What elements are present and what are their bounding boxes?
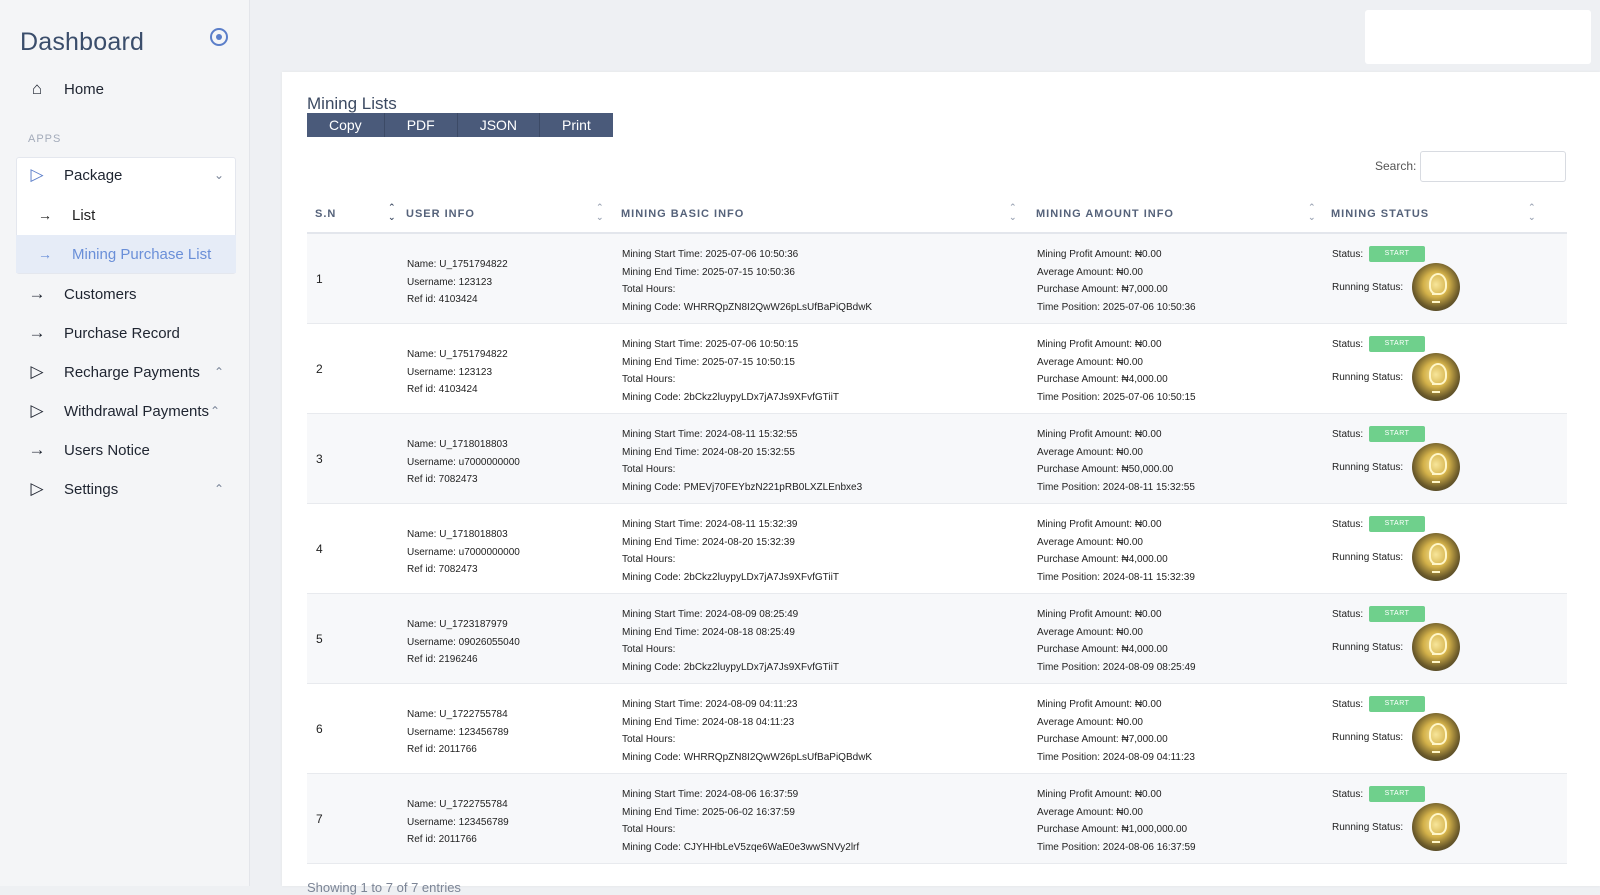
mining-code: Mining Code: WHRRQpZN8I2QwW26pLsUfBaPiQBdwK	[622, 751, 873, 763]
status-badge[interactable]: START	[1369, 516, 1425, 532]
user-info-cell	[407, 706, 509, 759]
time-position: Time Position: 2024-08-06 16:37:59	[1037, 841, 1196, 853]
status-badge[interactable]: START	[1369, 246, 1425, 262]
time-position: Time Position: 2024-08-11 15:32:55	[1037, 481, 1195, 493]
sidebar-item-label: Purchase Record	[64, 324, 180, 342]
lightbulb-icon	[1412, 533, 1460, 581]
mining-amount-cell	[1037, 696, 1195, 766]
time-position: Time Position: 2024-08-11 15:32:39	[1037, 571, 1195, 583]
mining-total-hours: Total Hours:	[622, 644, 676, 655]
mining-amount-cell	[1037, 426, 1195, 496]
user-name: Name: U_1723187979	[407, 619, 508, 630]
sidebar-item-label: Customers	[64, 285, 137, 303]
user-name: Name: U_1751794822	[407, 259, 508, 270]
mining-start-time: Mining Start Time: 2025-07-06 10:50:15	[622, 339, 799, 350]
column-header-user-info[interactable]	[406, 202, 616, 232]
mining-amount-cell	[1037, 336, 1196, 406]
lightbulb-icon	[1412, 263, 1460, 311]
mining-basic-cell	[622, 786, 859, 856]
user-info-cell	[407, 616, 520, 669]
sidebar-item-purchase-record[interactable]	[16, 316, 236, 350]
row-sn: 6	[316, 722, 323, 736]
status-label: Status:	[1332, 609, 1364, 620]
average-amount: Average Amount: ₦0.00	[1037, 266, 1143, 278]
mining-profit-amount: Mining Profit Amount: ₦0.00	[1037, 249, 1162, 260]
table-row	[307, 324, 1567, 414]
sidebar	[0, 0, 250, 886]
user-info-cell	[407, 346, 508, 399]
chevron-up-icon: ⌃	[209, 404, 220, 418]
running-status-label: Running Status:	[1332, 462, 1404, 473]
sidebar-item-label: Package	[64, 166, 123, 184]
search-input[interactable]	[1420, 151, 1566, 182]
mining-amount-cell	[1037, 606, 1196, 676]
mining-total-hours: Total Hours:	[622, 554, 676, 565]
sort-icon: ⌃ ⌄	[596, 202, 605, 222]
print-button[interactable]: Print	[540, 113, 613, 137]
mining-basic-cell	[622, 336, 839, 406]
header-panel	[1365, 10, 1591, 64]
mining-amount-cell	[1037, 516, 1195, 586]
brand-title: Dashboard	[20, 28, 145, 56]
column-header-amount-info[interactable]	[1036, 202, 1326, 232]
sort-icon: ⌃ ⌄	[1009, 202, 1018, 222]
page-title: Mining Lists	[307, 94, 397, 113]
sidebar-item-home[interactable]	[16, 72, 236, 106]
mining-basic-cell	[622, 606, 839, 676]
lightbulb-icon	[1412, 803, 1460, 851]
sort-icon: ⌃ ⌄	[1528, 202, 1537, 222]
user-ref-id: Ref id: 2011766	[407, 744, 477, 755]
mining-profit-amount: Mining Profit Amount: ₦0.00	[1037, 789, 1162, 800]
mining-start-time: Mining Start Time: 2024-08-09 08:25:49	[622, 609, 799, 620]
status-badge[interactable]: START	[1369, 426, 1425, 442]
status-label: Status:	[1332, 789, 1364, 800]
mining-end-time: Mining End Time: 2025-07-15 10:50:36	[622, 266, 795, 278]
column-header-label: MINING AMOUNT INFO	[1036, 208, 1174, 220]
lightbulb-icon	[1412, 623, 1460, 671]
row-sn: 2	[316, 362, 323, 376]
table-body	[307, 234, 1567, 864]
table-row	[307, 414, 1567, 504]
time-position: Time Position: 2024-08-09 04:11:23	[1037, 751, 1195, 763]
mining-start-time: Mining Start Time: 2025-07-06 10:50:36	[622, 249, 799, 260]
row-sn: 3	[316, 452, 323, 466]
export-button-group	[307, 113, 613, 137]
user-username: Username: 123123	[407, 366, 493, 378]
mining-total-hours: Total Hours:	[622, 734, 676, 745]
mining-basic-cell	[622, 516, 839, 586]
average-amount: Average Amount: ₦0.00	[1037, 626, 1143, 638]
purchase-amount: Purchase Amount: ₦50,000.00	[1037, 464, 1174, 475]
table-row	[307, 504, 1567, 594]
mining-code: Mining Code: PMEVj70FEYbzN221pRB0LXZLEnbxe3	[622, 481, 863, 493]
mining-profit-amount: Mining Profit Amount: ₦0.00	[1037, 339, 1162, 350]
table-info: Showing 1 to 7 of 7 entries	[307, 880, 461, 895]
copy-button[interactable]: Copy	[307, 113, 385, 137]
sidebar-item-users-notice[interactable]	[16, 433, 236, 467]
running-status-label: Running Status:	[1332, 732, 1404, 743]
average-amount: Average Amount: ₦0.00	[1037, 536, 1143, 548]
status-label: Status:	[1332, 429, 1364, 440]
user-info-cell	[407, 796, 509, 849]
section-label-apps: APPS	[28, 133, 62, 145]
sidebar-item-package[interactable]	[16, 158, 236, 192]
user-info-cell	[407, 526, 520, 579]
sidebar-item-label: Users Notice	[64, 441, 150, 459]
time-position: Time Position: 2025-07-06 10:50:15	[1037, 391, 1196, 403]
sidebar-item-customers[interactable]	[16, 277, 236, 311]
purchase-amount: Purchase Amount: ₦7,000.00	[1037, 734, 1168, 745]
sidebar-subitem-mining-purchase-list[interactable]	[16, 235, 236, 273]
status-label: Status:	[1332, 699, 1364, 710]
user-ref-id: Ref id: 4103424	[407, 384, 478, 395]
table-row	[307, 234, 1567, 324]
status-badge[interactable]: START	[1369, 786, 1425, 802]
mining-end-time: Mining End Time: 2024-08-18 08:25:49	[622, 626, 795, 638]
time-position: Time Position: 2025-07-06 10:50:36	[1037, 301, 1196, 313]
mining-end-time: Mining End Time: 2024-08-20 15:32:55	[622, 446, 795, 458]
chevron-down-icon: ⌄	[213, 168, 224, 182]
chevron-up-icon: ⌃	[213, 482, 224, 496]
mining-profit-amount: Mining Profit Amount: ₦0.00	[1037, 429, 1162, 440]
mining-start-time: Mining Start Time: 2024-08-11 15:32:39	[622, 519, 798, 530]
mining-amount-cell	[1037, 786, 1196, 856]
sidebar-subitem-list[interactable]	[16, 196, 236, 234]
user-info-cell	[407, 256, 508, 309]
table-row	[307, 684, 1567, 774]
user-username: Username: 09026055040	[407, 636, 520, 648]
mining-code: Mining Code: CJYHHbLeV5zqe6WaE0e3wwSNVy2lrf	[622, 841, 860, 853]
arrow-right-icon: →	[28, 284, 46, 303]
user-info-cell	[407, 436, 520, 489]
column-header-label: MINING STATUS	[1331, 208, 1430, 220]
mining-code: Mining Code: 2bCkz2luypyLDx7jA7Js9XFvfGTiiT	[622, 571, 839, 583]
play-icon: ▷	[30, 362, 44, 381]
time-position: Time Position: 2024-08-09 08:25:49	[1037, 661, 1196, 673]
arrow-right-icon: →	[38, 246, 52, 262]
user-username: Username: u7000000000	[407, 456, 520, 468]
running-status-label: Running Status:	[1332, 372, 1404, 383]
mining-list-card	[282, 72, 1600, 895]
pdf-button[interactable]: PDF	[385, 113, 458, 137]
user-name: Name: U_1718018803	[407, 439, 508, 450]
row-sn: 5	[316, 632, 323, 646]
mining-start-time: Mining Start Time: 2024-08-06 16:37:59	[622, 789, 799, 800]
sidebar-item-label: Withdrawal Payments	[64, 402, 210, 420]
purchase-amount: Purchase Amount: ₦4,000.00	[1037, 554, 1168, 565]
table-row	[307, 594, 1567, 684]
mining-profit-amount: Mining Profit Amount: ₦0.00	[1037, 609, 1162, 620]
status-badge[interactable]: START	[1369, 696, 1425, 712]
average-amount: Average Amount: ₦0.00	[1037, 716, 1143, 728]
user-name: Name: U_1722755784	[407, 709, 508, 720]
column-header-sn[interactable]	[315, 202, 395, 232]
mining-basic-cell	[622, 426, 862, 496]
column-header-label: S.N	[315, 208, 337, 220]
mining-start-time: Mining Start Time: 2024-08-09 04:11:23	[622, 699, 798, 710]
row-sn: 7	[316, 812, 323, 826]
arrow-right-icon: →	[28, 440, 46, 459]
row-sn: 1	[316, 272, 323, 286]
mining-code: Mining Code: 2bCkz2luypyLDx7jA7Js9XFvfGTiiT	[622, 391, 839, 403]
status-label: Status:	[1332, 519, 1364, 530]
status-badge[interactable]: START	[1369, 606, 1425, 622]
lightbulb-icon	[1412, 353, 1460, 401]
status-badge[interactable]: START	[1369, 336, 1425, 352]
lightbulb-icon	[1412, 443, 1460, 491]
user-username: Username: 123123	[407, 276, 493, 288]
mining-total-hours: Total Hours:	[622, 824, 676, 835]
sidebar-subitem-label: Mining Purchase List	[72, 245, 212, 263]
sidebar-item-label: Settings	[64, 480, 119, 498]
gear-icon[interactable]	[210, 28, 228, 46]
chevron-up-icon: ⌃	[213, 365, 224, 379]
purchase-amount: Purchase Amount: ₦4,000.00	[1037, 374, 1168, 385]
mining-end-time: Mining End Time: 2024-08-20 15:32:39	[622, 536, 795, 548]
average-amount: Average Amount: ₦0.00	[1037, 356, 1143, 368]
play-icon: ▷	[30, 479, 44, 498]
user-ref-id: Ref id: 7082473	[407, 564, 478, 575]
column-header-status[interactable]	[1331, 202, 1561, 232]
mining-basic-cell	[622, 246, 872, 316]
purchase-amount: Purchase Amount: ₦4,000.00	[1037, 644, 1168, 655]
arrow-right-icon: →	[28, 323, 46, 342]
sidebar-item-recharge-payments[interactable]	[16, 355, 236, 389]
user-ref-id: Ref id: 7082473	[407, 474, 478, 485]
user-name: Name: U_1718018803	[407, 529, 508, 540]
user-username: Username: 123456789	[407, 816, 509, 828]
user-username: Username: u7000000000	[407, 546, 520, 558]
mining-code: Mining Code: WHRRQpZN8I2QwW26pLsUfBaPiQBdwK	[622, 301, 873, 313]
mining-total-hours: Total Hours:	[622, 464, 676, 475]
row-sn: 4	[316, 542, 323, 556]
running-status-label: Running Status:	[1332, 822, 1404, 833]
sort-icon: ⌃ ⌄	[1308, 202, 1317, 222]
user-name: Name: U_1751794822	[407, 349, 508, 360]
mining-total-hours: Total Hours:	[622, 284, 676, 295]
running-status-label: Running Status:	[1332, 642, 1404, 653]
sidebar-item-settings[interactable]	[16, 472, 236, 506]
user-ref-id: Ref id: 2196246	[407, 654, 478, 665]
json-button[interactable]: JSON	[458, 113, 540, 137]
mining-total-hours: Total Hours:	[622, 374, 676, 385]
home-icon: ⌂	[31, 79, 43, 98]
sidebar-item-withdrawal-payments[interactable]	[16, 394, 236, 428]
status-label: Status:	[1332, 249, 1364, 260]
purchase-amount: Purchase Amount: ₦1,000,000.00	[1037, 824, 1188, 835]
column-header-basic-info[interactable]	[621, 202, 1031, 232]
mining-profit-amount: Mining Profit Amount: ₦0.00	[1037, 699, 1162, 710]
mining-amount-cell	[1037, 246, 1196, 316]
mining-end-time: Mining End Time: 2024-08-18 04:11:23	[622, 716, 795, 728]
column-header-label: MINING BASIC INFO	[621, 208, 745, 220]
table-row	[307, 774, 1567, 864]
mining-end-time: Mining End Time: 2025-06-02 16:37:59	[622, 806, 795, 818]
purchase-amount: Purchase Amount: ₦7,000.00	[1037, 284, 1168, 295]
user-name: Name: U_1722755784	[407, 799, 508, 810]
running-status-label: Running Status:	[1332, 552, 1404, 563]
sidebar-item-label: Recharge Payments	[64, 363, 200, 381]
mining-profit-amount: Mining Profit Amount: ₦0.00	[1037, 519, 1162, 530]
play-icon: ▷	[30, 401, 44, 420]
sidebar-subitem-label: List	[72, 206, 96, 224]
arrow-right-icon: →	[38, 207, 52, 223]
sort-icon: ⌃ ⌄	[388, 202, 397, 222]
average-amount: Average Amount: ₦0.00	[1037, 806, 1143, 818]
user-ref-id: Ref id: 4103424	[407, 294, 478, 305]
search-label: Search:	[1375, 159, 1417, 173]
lightbulb-icon	[1412, 713, 1460, 761]
average-amount: Average Amount: ₦0.00	[1037, 446, 1143, 458]
table-header	[307, 202, 1567, 234]
mining-basic-cell	[622, 696, 872, 766]
sidebar-item-label: Home	[64, 80, 105, 98]
user-username: Username: 123456789	[407, 726, 509, 738]
mining-start-time: Mining Start Time: 2024-08-11 15:32:55	[622, 429, 798, 440]
user-ref-id: Ref id: 2011766	[407, 834, 477, 845]
mining-end-time: Mining End Time: 2025-07-15 10:50:15	[622, 356, 795, 368]
status-label: Status:	[1332, 339, 1364, 350]
play-icon: ▷	[30, 165, 44, 184]
column-header-label: USER INFO	[406, 208, 475, 220]
mining-code: Mining Code: 2bCkz2luypyLDx7jA7Js9XFvfGTiiT	[622, 661, 839, 673]
running-status-label: Running Status:	[1332, 282, 1404, 293]
